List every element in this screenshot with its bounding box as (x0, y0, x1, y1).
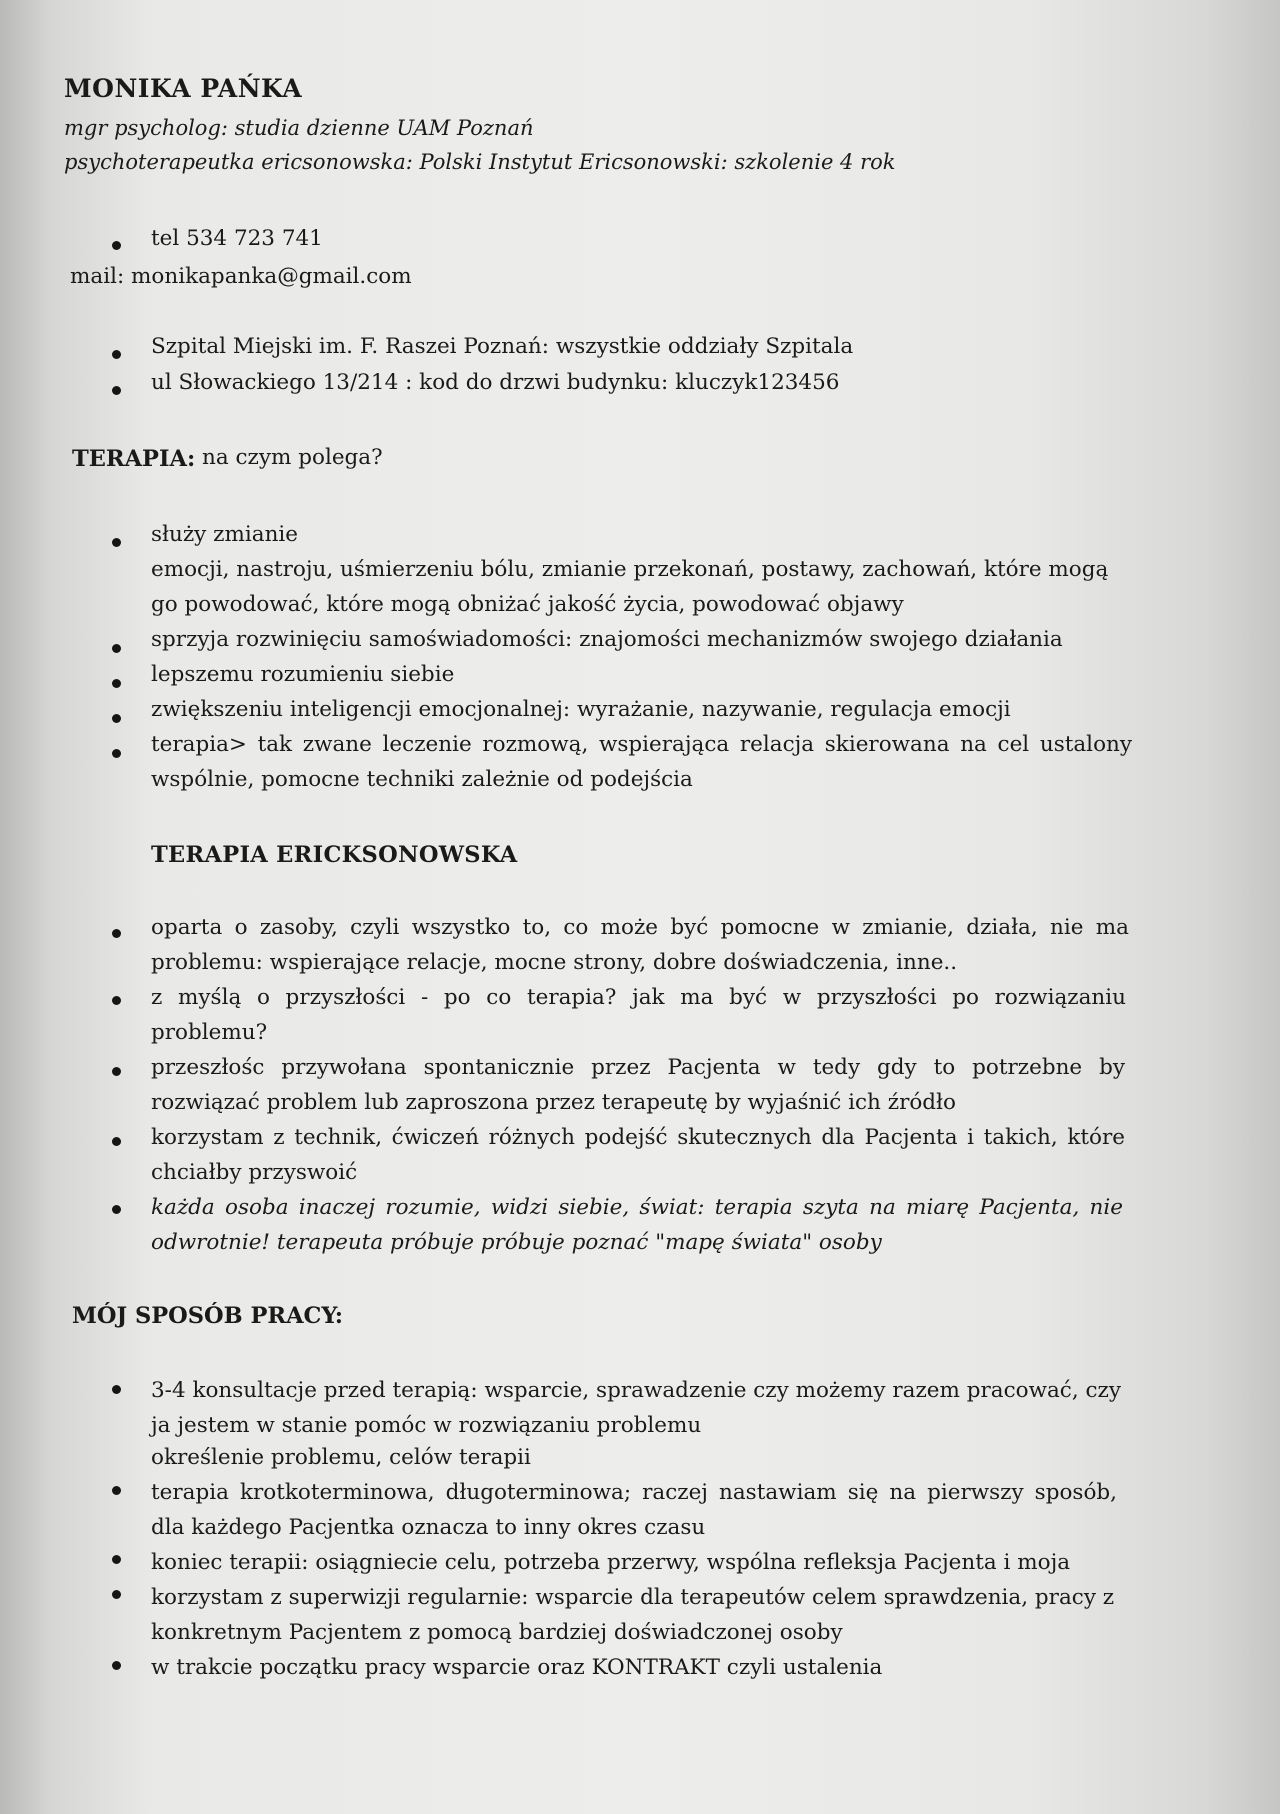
contact-phone: tel 534 723 741 (151, 226, 323, 251)
list-item: korzystam z superwizji regularnie: wsparcie dla terapeutów celem sprawdzenia, pracy z (151, 1585, 1115, 1610)
section-heading-terapia: TERAPIA: (72, 446, 196, 472)
list-item: terapia krotkoterminowa, długoterminowa; raczej nastawiam się na pierwszy sposób, (151, 1480, 1117, 1505)
bullet-icon (112, 996, 121, 1005)
list-item: chciałby przyswoić (151, 1160, 358, 1185)
list-item: rozwiązać problem lub zaproszona przez terapeutę by wyjaśnić ich źródło (151, 1090, 956, 1115)
subtitle-education: mgr psycholog: studia dzienne UAM Poznań (64, 116, 534, 140)
list-item: dla każdego Pacjentka oznacza to inny okres czasu (151, 1515, 706, 1540)
list-item: wspólnie, pomocne techniki zależnie od podejścia (151, 767, 693, 792)
bullet-icon (112, 1205, 121, 1214)
list-item: korzystam z technik, ćwiczeń różnych podejść skutecznych dla Pacjenta i takich, które (151, 1125, 1125, 1150)
list-item: określenie problemu, celów terapii (151, 1445, 531, 1470)
list-item: go powodować, które mogą obniżać jakość życia, powodować objawy (151, 592, 904, 617)
author-name: MONIKA PAŃKA (64, 74, 303, 103)
section-heading-sposob: MÓJ SPOSÓB PRACY: (72, 1303, 344, 1329)
contact-mail: mail: monikapanka@gmail.com (70, 264, 412, 289)
list-item: oparta o zasoby, czyli wszystko to, co może być pomocne w zmianie, działa, nie ma (151, 915, 1129, 940)
bullet-icon (112, 538, 121, 547)
bullet-icon (112, 386, 121, 395)
list-item: sprzyja rozwinięciu samoświadomości: znajomości mechanizmów swojego działania (151, 627, 1063, 652)
bullet-icon (112, 1137, 121, 1146)
list-item: zwiększeniu inteligencji emocjonalnej: wyrażanie, nazywanie, regulacja emocji (151, 697, 1011, 722)
bullet-icon (112, 1555, 121, 1564)
list-item: konkretnym Pacjentem z pomocą bardziej doświadczonej osoby (151, 1620, 843, 1645)
list-item: problemu: wspierające relacje, mocne strony, dobre doświadczenia, inne.. (151, 950, 958, 975)
list-item: 3-4 konsultacje przed terapią: wsparcie, sprawadzenie czy możemy razem pracować, czy (151, 1378, 1122, 1403)
section-heading-erickson: TERAPIA ERICKSONOWSKA (151, 842, 518, 868)
bullet-icon (112, 679, 121, 688)
bullet-icon (112, 1385, 121, 1394)
bullet-icon (112, 929, 121, 938)
bullet-icon (112, 749, 121, 758)
list-item: koniec terapii: osiągniecie celu, potrzeba przerwy, wspólna refleksja Pacjenta i moja (151, 1550, 1071, 1575)
bullet-icon (112, 644, 121, 653)
list-item: każda osoba inaczej rozumie, widzi siebie, świat: terapia szyta na miarę Pacjenta, nie (151, 1195, 1123, 1220)
list-item: emocji, nastroju, uśmierzeniu bólu, zmianie przekonań, postawy, zachowań, które mogą (151, 557, 1109, 582)
subtitle-training: psychoterapeutka ericsonowska: Polski Instytut Ericsonowski: szkolenie 4 rok (64, 150, 896, 174)
list-item: odwrotnie! terapeuta próbuje próbuje poznać "mapę świata" osoby (151, 1230, 882, 1255)
bullet-icon (112, 1486, 121, 1495)
list-item: służy zmianie (151, 522, 299, 547)
bullet-icon (112, 350, 121, 359)
list-item: ja jestem w stanie pomóc w rozwiązaniu problemu (151, 1413, 702, 1438)
section-question: na czym polega? (202, 445, 383, 470)
bullet-icon (112, 714, 121, 723)
bullet-icon (112, 1661, 121, 1670)
list-item: w trakcie początku pracy wsparcie oraz KONTRAKT czyli ustalenia (151, 1655, 883, 1680)
bullet-icon (112, 1590, 121, 1599)
contact-place: Szpital Miejski im. F. Raszei Poznań: wszystkie oddziały Szpitala (151, 334, 854, 359)
list-item: terapia> tak zwane leczenie rozmową, wspierająca relacja skierowana na cel ustalony (151, 732, 1132, 757)
contact-address: ul Słowackiego 13/214 : kod do drzwi budynku: kluczyk123456 (151, 370, 840, 395)
list-item: problemu? (151, 1020, 268, 1045)
list-item: przeszłośc przywołana spontanicznie przez Pacjenta w tedy gdy to potrzebne by (151, 1055, 1125, 1080)
list-item: z myślą o przyszłości - po co terapia? jak ma być w przyszłości po rozwiązaniu (151, 985, 1126, 1010)
list-item: lepszemu rozumieniu siebie (151, 662, 455, 687)
bullet-icon (112, 241, 121, 250)
bullet-icon (112, 1067, 121, 1076)
